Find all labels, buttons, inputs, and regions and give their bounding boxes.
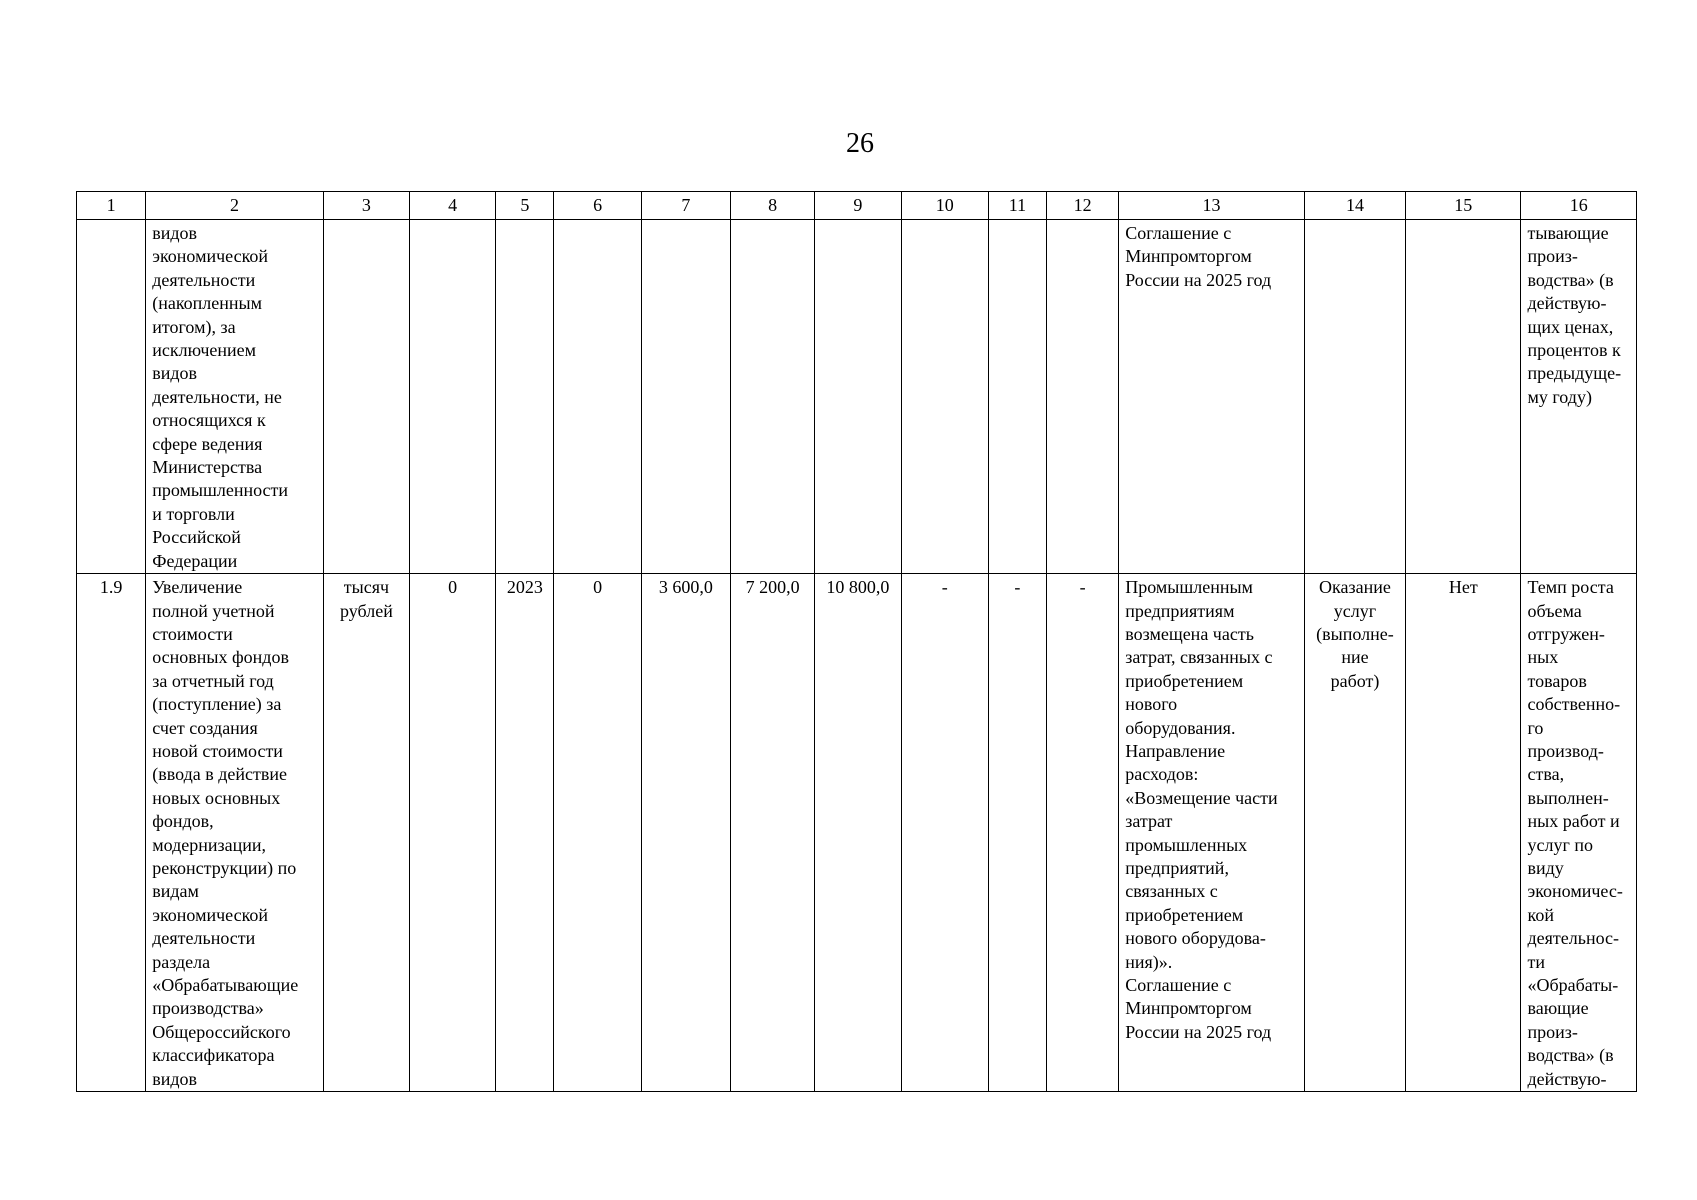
cell-text-line: (выполне- xyxy=(1316,623,1394,644)
cell-number: 1.9 xyxy=(77,574,146,1092)
cell-text-line: новой стоимости xyxy=(152,740,283,761)
cell-flag: Нет xyxy=(1406,574,1521,1092)
cell-text-line: вающие xyxy=(1527,998,1589,1019)
cell-text-line: кой xyxy=(1527,904,1554,925)
cell-value: - xyxy=(1047,574,1119,1092)
cell-value xyxy=(901,220,988,574)
cell-text-line: оборудования. xyxy=(1125,717,1236,738)
cell-text-line: промышленных xyxy=(1125,834,1248,855)
cell-text-line: деятельности xyxy=(152,928,256,949)
cell-text-line: виду xyxy=(1527,857,1564,878)
cell-unit xyxy=(323,574,409,1092)
cell-text-line: Федерации xyxy=(152,550,238,571)
cell-value xyxy=(731,220,815,574)
column-header: 1 xyxy=(77,192,146,220)
cell-text-line: ти xyxy=(1527,951,1545,972)
column-header: 7 xyxy=(641,192,730,220)
cell-text-line: классификатора xyxy=(152,1045,275,1066)
cell-text-line: за отчетный год xyxy=(152,670,274,691)
cell-text-line: услуг по xyxy=(1527,834,1593,855)
cell-text-line: расходов: xyxy=(1125,764,1199,785)
cell-text-line: видов xyxy=(152,1068,198,1089)
cell-text-line: сфере ведения xyxy=(152,433,263,454)
column-header: 14 xyxy=(1304,192,1405,220)
cell-text-line: экономичес- xyxy=(1527,881,1623,902)
cell-text-line: ние xyxy=(1341,647,1369,668)
cell-text-line: рублей xyxy=(339,600,393,621)
cell-text-line: процентов к xyxy=(1527,340,1621,361)
column-header: 6 xyxy=(554,192,641,220)
cell-value: 0 xyxy=(554,574,641,1092)
cell-text-line: действую- xyxy=(1527,293,1607,314)
cell-text-line: основных фондов xyxy=(152,647,289,668)
cell-text-line: нового xyxy=(1125,694,1178,715)
cell-text-line: му году) xyxy=(1527,386,1592,407)
table-header-row xyxy=(77,192,1637,220)
cell-indicator-name xyxy=(146,220,324,574)
cell-text-line: тысяч xyxy=(343,577,390,598)
cell-text-line: итогом), за xyxy=(152,316,236,337)
cell-text-line: Общероссийского xyxy=(152,1021,291,1042)
cell-text-line: Оказание xyxy=(1319,577,1391,598)
cell-text-line: затрат, связанных с xyxy=(1125,647,1273,668)
indicators-table xyxy=(76,191,1637,1092)
cell-description xyxy=(1119,220,1305,574)
column-header: 2 xyxy=(146,192,324,220)
cell-text-line: производ- xyxy=(1527,740,1604,761)
cell-text-line: раздела xyxy=(152,951,211,972)
cell-text-line: услуг xyxy=(1333,600,1377,621)
cell-base-year xyxy=(496,220,554,574)
cell-text-line: экономической xyxy=(152,246,269,267)
cell-unit xyxy=(323,220,409,574)
column-header: 13 xyxy=(1119,192,1305,220)
cell-text-line: видов xyxy=(152,223,198,243)
cell-text-line: Минпромторгом xyxy=(1125,998,1252,1019)
cell-value xyxy=(1047,220,1119,574)
table-row-1-9 xyxy=(77,574,1637,1092)
cell-text-line: выполнен- xyxy=(1527,787,1609,808)
cell-text-line: деятельности, не xyxy=(152,386,282,407)
column-header: 8 xyxy=(731,192,815,220)
cell-text-line: Направление xyxy=(1125,740,1226,761)
cell-text-line: затрат xyxy=(1125,811,1173,832)
column-header: 15 xyxy=(1406,192,1521,220)
cell-text-line: производства» xyxy=(152,998,264,1019)
cell-value xyxy=(554,220,641,574)
cell-text-line: произ- xyxy=(1527,1021,1578,1042)
cell-text-line: видам xyxy=(152,881,199,902)
cell-text-line: водства» (в xyxy=(1527,269,1614,290)
cell-text-line: и торговли xyxy=(152,503,235,524)
cell-value: 3 600,0 xyxy=(641,574,730,1092)
column-header: 5 xyxy=(496,192,554,220)
cell-value xyxy=(641,220,730,574)
cell-number xyxy=(77,220,146,574)
cell-text-line: работ) xyxy=(1330,670,1380,691)
cell-text-line: предприятиям xyxy=(1125,600,1235,621)
cell-text-line: Соглашение с xyxy=(1125,223,1232,243)
cell-description xyxy=(1119,574,1305,1092)
cell-text-line: товаров xyxy=(1527,670,1587,691)
cell-text-line: модернизации, xyxy=(152,834,267,855)
column-header: 3 xyxy=(323,192,409,220)
column-header: 16 xyxy=(1521,192,1637,220)
cell-text-line: Промышленным xyxy=(1125,577,1253,598)
cell-value: 7 200,0 xyxy=(731,574,815,1092)
page-number: 26 xyxy=(846,128,874,159)
cell-text-line: полной учетной xyxy=(152,600,275,621)
cell-value xyxy=(815,220,901,574)
cell-text-line: «Обрабатывающие xyxy=(152,975,299,995)
cell-text-line: реконструкции) по xyxy=(152,857,297,878)
cell-text-line: промышленности xyxy=(152,480,289,501)
cell-type xyxy=(1304,574,1405,1092)
cell-text-line: предприятий, xyxy=(1125,857,1229,878)
cell-text-line: России на 2025 год xyxy=(1125,1021,1272,1042)
cell-text-line: новых основных xyxy=(152,787,281,808)
cell-flag xyxy=(1406,220,1521,574)
cell-text-line: нового оборудова- xyxy=(1125,928,1266,949)
cell-value xyxy=(988,220,1046,574)
cell-text-line: счет создания xyxy=(152,717,258,738)
cell-text-line: предыдуще- xyxy=(1527,363,1622,384)
cell-text-line: фондов, xyxy=(152,811,214,832)
cell-text-line: возмещена часть xyxy=(1125,623,1254,644)
cell-text-line: приобретением xyxy=(1125,670,1244,691)
cell-text-line: России на 2025 год xyxy=(1125,269,1272,290)
cell-text-line: ных xyxy=(1527,647,1559,668)
table-row-continued xyxy=(77,220,1637,574)
cell-base-year: 2023 xyxy=(496,574,554,1092)
cell-base-value xyxy=(410,220,496,574)
cell-text-line: собственно- xyxy=(1527,694,1621,715)
cell-text-line: (накопленным xyxy=(152,293,263,314)
cell-base-value: 0 xyxy=(410,574,496,1092)
cell-value: - xyxy=(901,574,988,1092)
cell-text-line: тывающие xyxy=(1527,223,1609,243)
cell-text-line: «Возмещение части xyxy=(1125,787,1278,808)
column-header: 12 xyxy=(1047,192,1119,220)
cell-text-line: щих ценах, xyxy=(1527,316,1614,337)
cell-text-line: (поступление) за xyxy=(152,694,282,715)
cell-text-line: связанных с xyxy=(1125,881,1218,902)
cell-type xyxy=(1304,220,1405,574)
cell-text-line: Российской xyxy=(152,527,241,548)
cell-related-indicator xyxy=(1521,220,1637,574)
cell-value: - xyxy=(988,574,1046,1092)
cell-text-line: действую- xyxy=(1527,1068,1607,1089)
cell-text-line: ства, xyxy=(1527,764,1565,785)
column-header: 10 xyxy=(901,192,988,220)
cell-text-line: Темп роста xyxy=(1527,577,1614,598)
column-header: 9 xyxy=(815,192,901,220)
column-header: 11 xyxy=(988,192,1046,220)
cell-text-line: отгружен- xyxy=(1527,623,1605,644)
cell-text-line: деятельности xyxy=(152,269,256,290)
cell-related-indicator xyxy=(1521,574,1637,1092)
cell-text-line: Увеличение xyxy=(152,577,243,598)
cell-text-line: объема xyxy=(1527,600,1582,621)
cell-text-line: го xyxy=(1527,717,1544,738)
cell-text-line: деятельнос- xyxy=(1527,928,1620,949)
column-header: 4 xyxy=(410,192,496,220)
cell-text-line: (ввода в действие xyxy=(152,764,287,785)
cell-text-line: видов xyxy=(152,363,198,384)
cell-text-line: ных работ и xyxy=(1527,811,1620,832)
cell-text-line: «Обрабаты- xyxy=(1527,975,1619,995)
cell-text-line: Министерства xyxy=(152,457,263,478)
cell-text-line: Минпромторгом xyxy=(1125,246,1252,267)
cell-text-line: ния)». xyxy=(1125,951,1173,972)
cell-text-line: произ- xyxy=(1527,246,1578,267)
cell-text-line: Соглашение с xyxy=(1125,975,1232,995)
cell-text-line: относящихся к xyxy=(152,410,266,431)
cell-text-line: стоимости xyxy=(152,623,233,644)
cell-text-line: исключением xyxy=(152,340,257,361)
cell-text-line: приобретением xyxy=(1125,904,1244,925)
cell-value: 10 800,0 xyxy=(815,574,901,1092)
cell-text-line: экономической xyxy=(152,904,269,925)
cell-text-line: водства» (в xyxy=(1527,1045,1614,1066)
cell-indicator-name xyxy=(146,574,324,1092)
